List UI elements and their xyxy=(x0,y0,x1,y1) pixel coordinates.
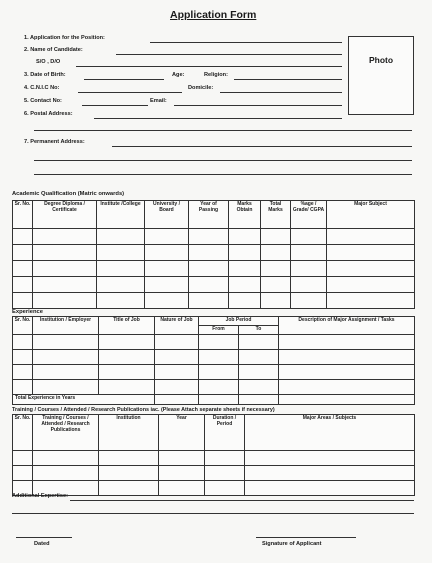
experience-col-description: Description of Major Assignment / Tasks xyxy=(279,317,415,335)
experience-total-row[interactable] xyxy=(13,395,415,405)
field-cnic-line[interactable] xyxy=(78,92,182,93)
experience-col-to: To xyxy=(239,326,279,335)
field-contact-label: 5. Contact No: xyxy=(24,98,62,104)
experience-col-title: Title of Job xyxy=(99,317,155,335)
experience-col-from: From xyxy=(199,326,239,335)
experience-table xyxy=(12,316,415,405)
experience-col-nature: Nature of Job xyxy=(155,317,199,335)
table-row[interactable] xyxy=(13,335,415,350)
field-postal-label: 6. Postal Address: xyxy=(24,111,73,117)
signature-line[interactable] xyxy=(256,537,356,538)
table-row[interactable] xyxy=(13,261,415,277)
experience-col-sr: Sr. No. xyxy=(13,317,33,335)
academic-col-university: University / Board xyxy=(145,201,189,229)
field-position-line[interactable] xyxy=(150,42,342,43)
dated-label: Dated xyxy=(34,541,50,547)
field-so-line[interactable] xyxy=(76,66,342,67)
table-row[interactable] xyxy=(13,350,415,365)
field-so-label: S/O , D/O xyxy=(36,59,61,65)
field-name-label: 2. Name of Candidate: xyxy=(24,47,83,53)
field-permanent-label: 7. Permanent Address: xyxy=(24,139,85,145)
field-email-line[interactable] xyxy=(174,105,342,106)
field-domicile-label: Domicile: xyxy=(188,85,214,91)
training-col-sr: Sr. No. xyxy=(13,415,33,451)
dated-line[interactable] xyxy=(16,537,72,538)
field-name-line[interactable] xyxy=(116,54,342,55)
academic-heading: Academic Qualification (Matric onwards) xyxy=(12,191,125,197)
training-col-institution: Institution xyxy=(99,415,159,451)
table-row[interactable] xyxy=(13,466,415,481)
additional-expertise-line-1[interactable] xyxy=(70,500,414,501)
experience-heading: Experience xyxy=(12,309,43,315)
table-row[interactable] xyxy=(13,365,415,380)
academic-col-sr: Sr. No. xyxy=(13,201,33,229)
field-permanent-line-2[interactable] xyxy=(34,160,412,161)
experience-col-period: Job Period xyxy=(199,317,279,326)
training-col-year: Year xyxy=(159,415,205,451)
field-dob-line[interactable] xyxy=(84,79,164,80)
training-header-row xyxy=(13,415,415,451)
field-permanent-line-1[interactable] xyxy=(112,146,412,147)
field-dob-label: 3. Date of Birth: xyxy=(24,72,66,78)
field-cnic-label: 4. C.N.I.C No: xyxy=(24,85,60,91)
training-col-duration: Duration / Period xyxy=(205,415,245,451)
academic-col-total-marks: Total Marks xyxy=(261,201,291,229)
academic-col-subject: Major Subject xyxy=(327,201,415,229)
academic-col-institute: Institute /College xyxy=(97,201,145,229)
field-permanent-line-3[interactable] xyxy=(34,174,412,175)
training-col-courses: Training / Courses / Attended / Research Publications xyxy=(33,415,99,451)
field-postal-line-1[interactable] xyxy=(94,118,342,119)
training-table xyxy=(12,414,415,496)
experience-col-employer: Institution / Employer xyxy=(33,317,99,335)
photo-label: Photo xyxy=(368,55,394,65)
table-row[interactable] xyxy=(13,277,415,293)
table-row[interactable] xyxy=(13,245,415,261)
academic-col-grade: %age / Grade/ CGPA xyxy=(291,201,327,229)
table-row[interactable] xyxy=(13,293,415,309)
additional-expertise-line-2[interactable] xyxy=(12,513,414,514)
field-contact-line[interactable] xyxy=(82,105,148,106)
experience-total-label: Total Experience in Years xyxy=(13,395,155,405)
experience-header-row xyxy=(13,317,415,326)
field-domicile-line[interactable] xyxy=(220,92,342,93)
photo-box[interactable] xyxy=(348,36,414,115)
form-title: Application Form xyxy=(170,9,257,21)
field-religion-line[interactable] xyxy=(234,79,342,80)
field-religion-label: Religion: xyxy=(204,72,228,78)
additional-expertise-label: Additional Expertise: xyxy=(12,493,68,499)
training-heading: Training / Courses / Attended / Research Publications iac. (Please Attach separate sheets if necessary) xyxy=(12,407,275,413)
table-row[interactable] xyxy=(13,380,415,395)
academic-col-marks-obtain: Marks Obtain xyxy=(229,201,261,229)
training-col-areas: Major Areas / Subjects xyxy=(245,415,415,451)
signature-label: Signature of Applicant xyxy=(262,541,322,547)
academic-header-row xyxy=(13,201,415,229)
field-age-label: Age: xyxy=(172,72,185,78)
field-position-label: 1. Application for the Position: xyxy=(24,35,105,41)
field-postal-line-2[interactable] xyxy=(34,130,412,131)
table-row[interactable] xyxy=(13,451,415,466)
table-row[interactable] xyxy=(13,229,415,245)
table-row[interactable] xyxy=(13,481,415,496)
field-email-label: Email: xyxy=(150,98,167,104)
academic-col-year: Year of Passing xyxy=(189,201,229,229)
academic-col-degree: Degree Diploma / Certificate xyxy=(33,201,97,229)
academic-table xyxy=(12,200,415,309)
